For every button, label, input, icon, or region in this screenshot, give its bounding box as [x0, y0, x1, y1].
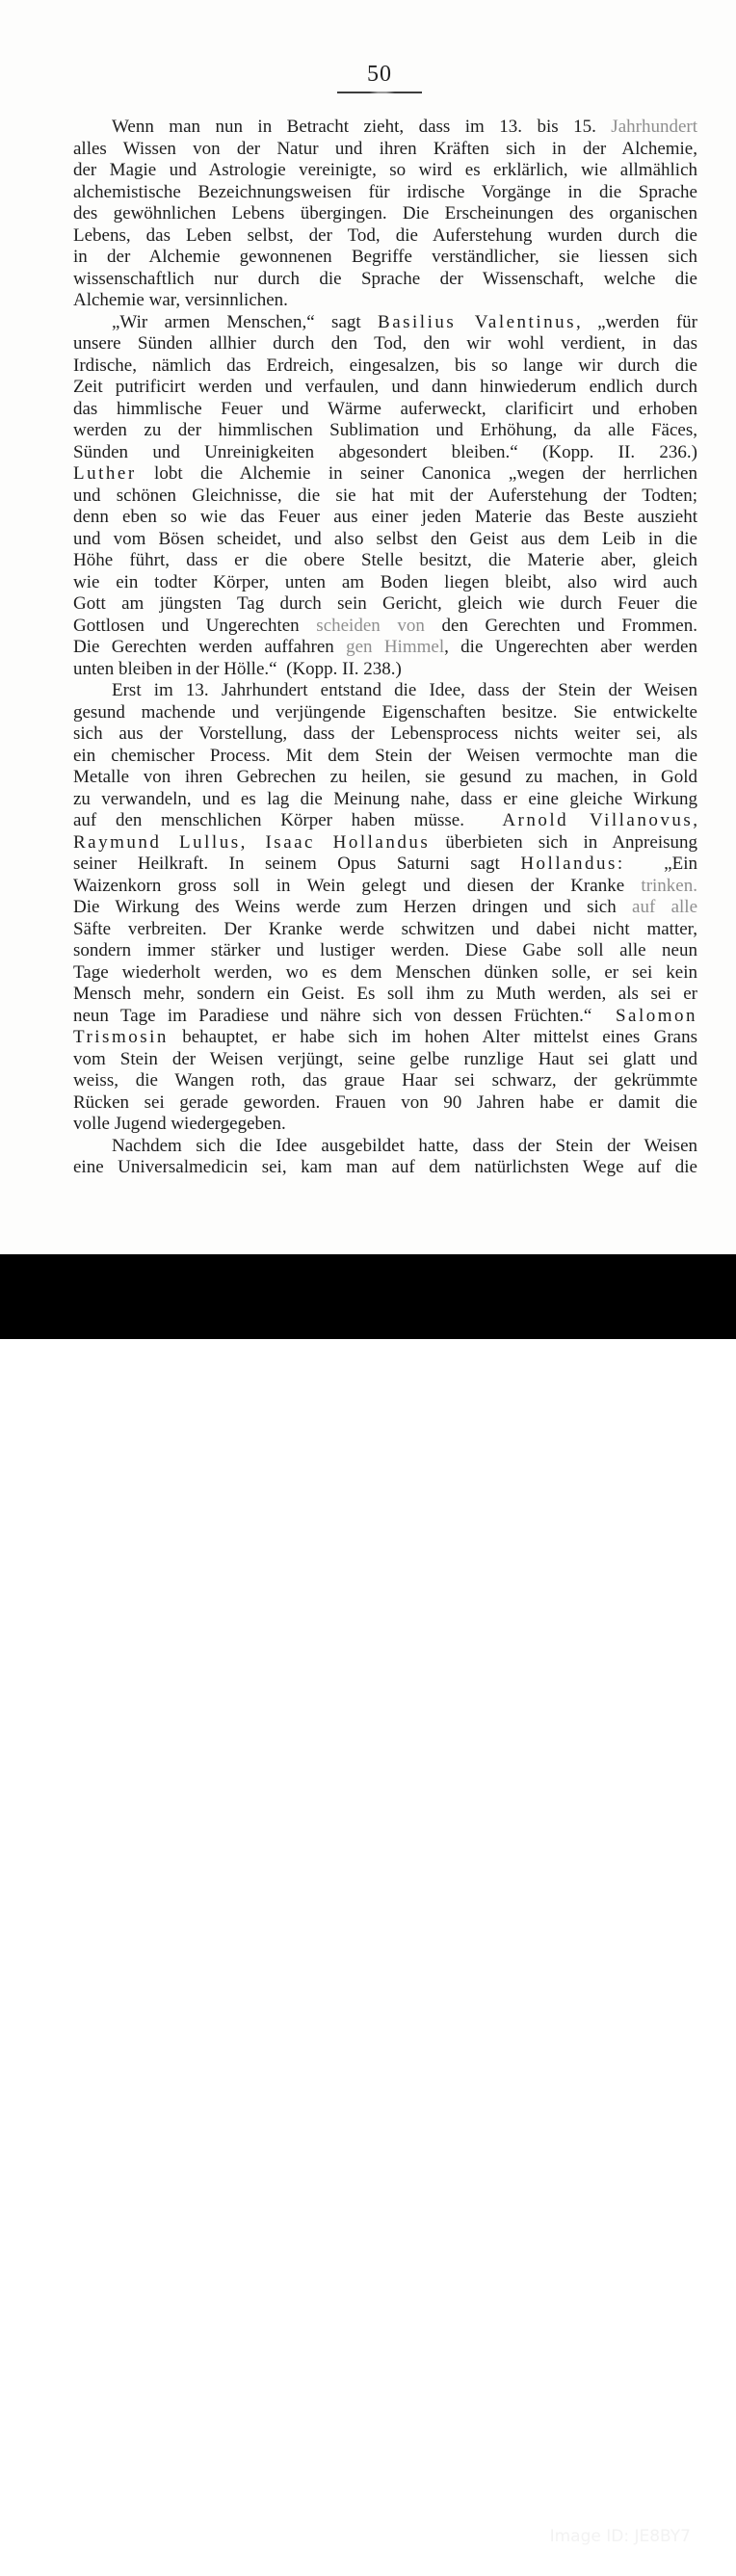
- text-line: [73, 1136, 697, 1158]
- text-line: [73, 616, 697, 638]
- text-line: [73, 377, 697, 399]
- text-segment: unten bleiben in der Hölle.“ (Kopp. II. 238.): [73, 658, 402, 679]
- text-segment: der Magie und Astrologie vereinigte, so wird es erklärlich, wie allmählich: [73, 160, 697, 180]
- text-segment: auf alle: [632, 897, 698, 917]
- text-segment: Alchemie war, versinnlichen.: [73, 290, 288, 310]
- text-line: [73, 486, 697, 508]
- text-line: [73, 420, 697, 442]
- text-segment: und schönen Gleichnisse, die sie hat mit der Auferstehung der Todten;: [73, 485, 697, 506]
- text-segment: „Wir armen Menschen,“ sagt: [112, 311, 379, 332]
- text-line: [73, 593, 697, 616]
- text-segment: Mensch mehr, sondern ein Geist. Es soll ihm zu Muth werden, als sei er: [73, 984, 697, 1004]
- text-segment: Irdische, nämlich das Erdreich, eingesalzen, bis so lange wir durch die: [73, 355, 697, 376]
- person-name: Luther: [73, 463, 137, 484]
- text-segment: den Gerechten und Frommen.: [424, 615, 697, 636]
- text-segment: eine Universalmedicin sei, kam man auf dem natürlichsten Wege auf die: [73, 1157, 697, 1177]
- alamy-logo: alamy: [48, 2513, 156, 2576]
- text-line: [73, 1027, 697, 1049]
- text-segment: ,: [693, 810, 697, 830]
- text-line: [73, 962, 697, 985]
- text-line: [73, 507, 697, 529]
- person-name: Basilius Valentinus: [378, 311, 576, 332]
- person-name: Trismosin: [73, 1027, 169, 1047]
- text-segment: , die Ungerechten aber werden: [444, 637, 697, 657]
- text-segment: Tage wiederholt werden, wo es dem Menschen dünken solle, er sei kein: [73, 961, 697, 983]
- text-line: [73, 203, 697, 225]
- text-segment: Gottlosen und Ungerechten: [73, 615, 317, 636]
- text-line: [73, 1157, 697, 1179]
- text-segment: Höhe führt, dass er die obere Stelle besitzt, die Materie aber, gleich: [73, 550, 697, 570]
- paragraph: [73, 312, 697, 681]
- text-segment: gesund machende und verjüngende Eigenschaften besitze. Sie entwickelte: [73, 701, 697, 723]
- text-line: [73, 810, 697, 832]
- text-line: [73, 269, 697, 291]
- text-segment: Jahrhundert: [611, 117, 697, 137]
- text-segment: neun Tage im Paradiese und nähre sich von dessen Früchten.“: [73, 1005, 616, 1026]
- text-segment: werden zu der himmlischen Sublimation und Erhöhung, da alle Fäces,: [73, 420, 697, 440]
- text-line: [73, 854, 697, 876]
- text-segment: sich aus der Vorstellung, dass der Lebensprocess nichts weiter sei, als: [73, 723, 697, 744]
- text-segment: Sünden und Unreinigkeiten abgesondert bleiben.“ (Kopp. II. 236.): [73, 441, 697, 462]
- text-segment: scheiden von: [316, 615, 425, 636]
- text-line: [73, 247, 697, 269]
- text-line: [73, 117, 697, 139]
- text-segment: auf den menschlichen Körper haben müsse.: [73, 810, 503, 830]
- text-line: [73, 984, 697, 1006]
- text-segment: denn eben so wie das Feuer aus einer jeden Materie das Beste auszieht: [73, 507, 697, 527]
- text-line: [73, 1114, 697, 1136]
- paragraph: [73, 1136, 697, 1179]
- text-segment: sondern immer stärker und lustiger werden. Diese Gabe soll alle neun: [73, 940, 697, 960]
- text-line: [73, 1070, 697, 1092]
- text-segment: Waizenkorn gross soll in Wein gelegt und diesen der Kranke: [73, 875, 642, 896]
- text-line: [73, 1092, 697, 1115]
- text-line: [73, 919, 697, 941]
- person-name: Arnold Villanovus: [502, 810, 694, 830]
- text-segment: Gott am jüngsten Tag durch sein Gericht, gleich wie durch Feuer die: [73, 593, 697, 614]
- person-name: Salomon: [615, 1005, 697, 1026]
- scanned-book-page: [0, 0, 736, 1254]
- text-segment: das himmlische Feuer und Wärme auferweckt, clarificirt und erhoben: [73, 398, 697, 419]
- text-segment: ein chemischer Process. Mit dem Stein der Weisen vermochte man die: [73, 745, 697, 766]
- text-line: [73, 680, 697, 702]
- text-line: [73, 876, 697, 898]
- text-line: [73, 463, 697, 486]
- alamy-website-text: www.alamy.com: [507, 2548, 691, 2571]
- text-segment: Wenn man nun in Betracht zieht, dass im 13. bis 15.: [112, 117, 612, 137]
- text-line: [73, 399, 697, 421]
- person-name: Raymund Lullus, Isaac Hollandus: [73, 831, 431, 853]
- footer-right-block: [507, 2526, 691, 2572]
- text-line: [73, 637, 697, 659]
- text-segment: des gewöhnlichen Lebens übergingen. Die Erscheinungen des organischen: [73, 203, 697, 223]
- text-line: [73, 767, 697, 789]
- text-segment: seiner Heilkraft. In seinem Opus Saturni sagt: [73, 854, 521, 874]
- page-number: 50: [367, 62, 392, 87]
- text-segment: Die Gerechten werden auffahren: [73, 637, 347, 657]
- text-line: [73, 746, 697, 768]
- text-line: [73, 312, 697, 334]
- text-segment: alchemistische Bezeichnungsweisen für irdische Vorgänge in die Sprache: [73, 181, 697, 202]
- text-segment: Säfte verbreiten. Der Kranke werde schwitzen und dabei nicht matter,: [73, 918, 697, 939]
- text-segment: in der Alchemie gewonnenen Begriffe verständlicher, sie liessen sich: [73, 247, 697, 267]
- text-line: [73, 139, 697, 161]
- text-segment: Lebens, das Leben selbst, der Tod, die Auferstehung wurden durch die: [73, 224, 697, 246]
- text-segment: Metalle von ihren Gebrechen zu heilen, sie gesund zu machen, in Gold: [73, 767, 697, 787]
- text-line: [73, 333, 697, 355]
- alamy-watermark-bar: [0, 1254, 736, 2576]
- text-segment: vom Stein der Weisen verjüngt, seine gelbe runzlige Haut sei glatt und: [73, 1048, 697, 1069]
- text-segment: Erst im 13. Jahrhundert entstand die Idee, dass der Stein der Weisen: [112, 680, 697, 700]
- text-line: [73, 182, 697, 204]
- text-line: [73, 160, 697, 182]
- text-segment: : „Ein: [617, 854, 697, 874]
- text-line: [73, 550, 697, 572]
- image-id-text: Image ID: JE8BY7: [549, 2527, 691, 2546]
- text-segment: Die Wirkung des Weins werde zum Herzen dringen und sich: [73, 897, 633, 917]
- text-segment: Zeit putrificirt werden und verfaulen, und dann hinwiederum endlich durch: [73, 377, 697, 397]
- text-segment: alles Wissen von der Natur und ihren Kräften sich in der Alchemie,: [73, 138, 697, 159]
- text-line: [73, 659, 697, 681]
- text-segment: wie ein todter Körper, unten am Boden liegen bleibt, also wird auch: [73, 571, 697, 592]
- text-line: [73, 832, 697, 854]
- text-segment: überbieten sich in Anpreisung: [430, 831, 697, 853]
- text-line: [73, 1006, 697, 1028]
- text-segment: Rücken sei gerade geworden. Frauen von 90 Jahren habe er damit die: [73, 1091, 697, 1113]
- text-segment: trinken.: [641, 875, 697, 896]
- text-line: [73, 940, 697, 962]
- text-line: [73, 529, 697, 551]
- text-segment: und vom Bösen scheidet, und also selbst den Geist aus dem Leib in die: [73, 528, 697, 549]
- text-line: [73, 702, 697, 724]
- person-name: Hollandus: [520, 854, 618, 874]
- text-segment: zu verwandeln, und es lag die Meinung nahe, dass er eine gleiche Wirkung: [73, 788, 697, 809]
- text-segment: Nachdem sich die Idee ausgebildet hatte, dass der Stein der Weisen: [112, 1135, 697, 1156]
- text-segment: behauptet, er habe sich im hohen Alter mittelst eines Grans: [168, 1027, 697, 1047]
- text-segment: , „werden für: [576, 311, 697, 332]
- text-segment: unsere Sünden allhier durch den Tod, den wir wohl verdient, in das: [73, 333, 697, 354]
- text-segment: gen Himmel: [346, 637, 445, 657]
- text-line: [73, 290, 697, 312]
- text-segment: volle Jugend wiedergegeben.: [73, 1114, 286, 1134]
- text-segment: weiss, die Wangen roth, das graue Haar sei schwarz, der gekrümmte: [73, 1070, 697, 1091]
- text-line: [73, 1049, 697, 1071]
- text-segment: lobt die Alchemie in seiner Canonica „wegen der herrlichen: [136, 463, 697, 484]
- text-line: [73, 225, 697, 248]
- text-line: [73, 442, 697, 464]
- paragraph: [73, 680, 697, 1136]
- paragraph: [73, 117, 697, 312]
- page-number-rule: [337, 92, 422, 93]
- text-line: [73, 723, 697, 746]
- text-line: [73, 789, 697, 811]
- text-line: [73, 572, 697, 594]
- text-line: [73, 897, 697, 919]
- text-line: [73, 355, 697, 378]
- text-block: [73, 117, 697, 1179]
- text-segment: wissenschaftlich nur durch die Sprache der Wissenschaft, welche die: [73, 268, 697, 289]
